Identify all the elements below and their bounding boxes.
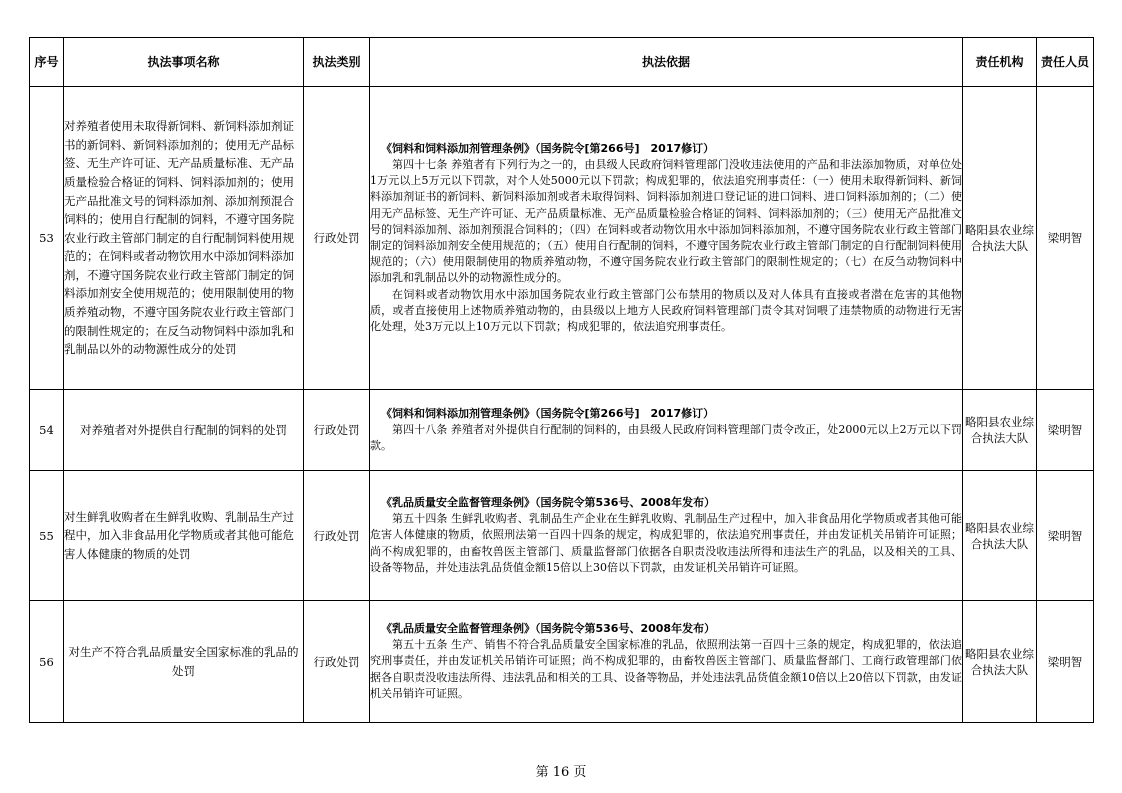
row-person: 梁明智 <box>1037 87 1094 390</box>
row-seq: 55 <box>30 471 64 601</box>
table-header-row <box>30 38 1094 87</box>
header-basis: 执法依据 <box>370 38 963 87</box>
header-person: 责任人员 <box>1037 38 1094 87</box>
row-person: 梁明智 <box>1037 601 1094 723</box>
header-seq: 序号 <box>30 38 64 87</box>
enforcement-table-container <box>29 37 1093 723</box>
row-category: 行政处罚 <box>304 87 370 390</box>
row-category: 行政处罚 <box>304 471 370 601</box>
basis-title: 《饲料和饲料添加剂管理条例》（国务院令[第266号] 2017修订） <box>381 406 715 420</box>
row-person: 梁明智 <box>1037 471 1094 601</box>
row-seq: 53 <box>30 87 64 390</box>
basis-paragraph: 第四十七条 养殖者有下列行为之一的，由县级人民政府饲料管理部门没收违法使用的产品和非法添加物质，对单位处1万元以上5万元以下罚款，对个人处5000元以下罚款；构成犯罪的，依法追究刑事责任：（一）使用未取得新饲料、新饲料添加剂证书的新饲料、新饲料添加剂或者未取得饲料、饲料添加剂进口登记证的进口饲料、进口饲料添加剂的；（二）使用无产品标签、无生产许可证、无产品质量标准、无产品质量检验合格证的饲料、饲料添加剂的；（三）使用无产品批准文号的饲料添加剂、添加剂预混合饲料的；（四）在饲料或者动物饮用水中添加饲料添加剂，不遵守国务院农业行政主管部门制定的饲料添加剂安全使用规范的；（五）使用自行配制的饲料，不遵守国务院农业行政主管部门制定的自行配制饲料使用规范的；（六）使用限制使用的物质养殖动物，不遵守国务院农业行政主管部门的限制性规定的；（七）在反刍动物饲料中添加乳和乳制品以外的动物源性成分的。 <box>370 157 962 285</box>
table-row <box>30 471 1094 601</box>
table-row <box>30 601 1094 723</box>
page-number: 第 16 页 <box>535 765 587 780</box>
basis-paragraph: 在饲料或者动物饮用水中添加国务院农业行政主管部门公布禁用的物质以及对人体具有直接或者潜在危害的其他物质，或者直接使用上述物质养殖动物的，由县级以上地方人民政府饲料管理部门责令其对饲喂了违禁物质的动物进行无害化处理，处3万元以上10万元以下罚款；构成犯罪的，依法追究刑事责任。 <box>370 287 962 334</box>
row-basis <box>370 601 963 723</box>
row-seq: 56 <box>30 601 64 723</box>
basis-title: 《乳品质量安全监督管理条例》（国务院令第536号、2008年发布） <box>381 621 716 635</box>
table-row <box>30 87 1094 390</box>
row-basis <box>370 471 963 601</box>
row-org: 略阳县农业综合执法大队 <box>963 601 1037 723</box>
header-org: 责任机构 <box>963 38 1037 87</box>
row-org: 略阳县农业综合执法大队 <box>963 390 1037 471</box>
row-category: 行政处罚 <box>304 601 370 723</box>
basis-title: 《饲料和饲料添加剂管理条例》（国务院令[第266号] 2017修订） <box>381 141 715 155</box>
row-basis <box>370 87 963 390</box>
basis-paragraph: 第五十四条 生鲜乳收购者、乳制品生产企业在生鲜乳收购、乳制品生产过程中，加入非食品用化学物质或者其他可能危害人体健康的物质，依照刑法第一百四十四条的规定，构成犯罪的，依法追究刑事责任，并由发证机关吊销许可证照；尚不构成犯罪的，由畜牧兽医主管部门、质量监督部门依据各自职责没收违法所得和违法生产的乳品，以及相关的工具、设备等物品，并处违法乳品货值金额15倍以上30倍以下罚款，由发证机关吊销许可证照。 <box>370 512 962 574</box>
row-person: 梁明智 <box>1037 390 1094 471</box>
row-item-name: 对生产不符合乳品质量安全国家标准的乳品的处罚 <box>64 601 304 723</box>
header-category: 执法类别 <box>304 38 370 87</box>
row-org: 略阳县农业综合执法大队 <box>963 471 1037 601</box>
row-org: 略阳县农业综合执法大队 <box>963 87 1037 390</box>
row-seq: 54 <box>30 390 64 471</box>
basis-title: 《乳品质量安全监督管理条例》（国务院令第536号、2008年发布） <box>381 495 716 509</box>
row-category: 行政处罚 <box>304 390 370 471</box>
basis-paragraph: 第四十八条 养殖者对外提供自行配制的饲料的，由县级人民政府饲料管理部门责令改正，处2000元以上2万元以下罚款。 <box>370 422 962 453</box>
table-row <box>30 390 1094 471</box>
row-item-name: 对生鲜乳收购者在生鲜乳收购、乳制品生产过程中，加入非食品用化学物质或者其他可能危害人体健康的物质的处罚 <box>64 471 304 601</box>
basis-paragraph: 第五十五条 生产、销售不符合乳品质量安全国家标准的乳品，依照刑法第一百四十三条的规定，构成犯罪的，依法追究刑事责任，并由发证机关吊销许可证照；尚不构成犯罪的，由畜牧兽医主管部门、质量监督部门、工商行政管理部门依据各自职责没收违法所得、违法乳品和相关的工具、设备等物品，并处违法乳品货值金额10倍以上20倍以下罚款，由发证机关吊销许可证照。 <box>370 638 962 700</box>
row-item-name: 对养殖者使用未取得新饲料、新饲料添加剂证书的新饲料、新饲料添加剂的；使用无产品标签、无生产许可证、无产品质量标准、无产品质量检验合格证的饲料、饲料添加剂的；使用无产品批准文号的饲料添加剂、添加剂预混合饲料的；使用自行配制的饲料，不遵守国务院农业行政主管部门制定的自行配制饲料使用规范的；在饲料或者动物饮用水中添加饲料添加剂，不遵守国务院农业行政主管部门制定的饲料添加剂安全使用规范的；使用限制使用的物质养殖动物，不遵守国务院农业行政主管部门的限制性规定的；在反刍动物饲料中添加乳和乳制品以外的动物源性成分的处罚 <box>64 87 304 390</box>
row-basis <box>370 390 963 471</box>
enforcement-table <box>29 37 1094 723</box>
header-name: 执法事项名称 <box>64 38 304 87</box>
row-item-name: 对养殖者对外提供自行配制的饲料的处罚 <box>64 390 304 471</box>
